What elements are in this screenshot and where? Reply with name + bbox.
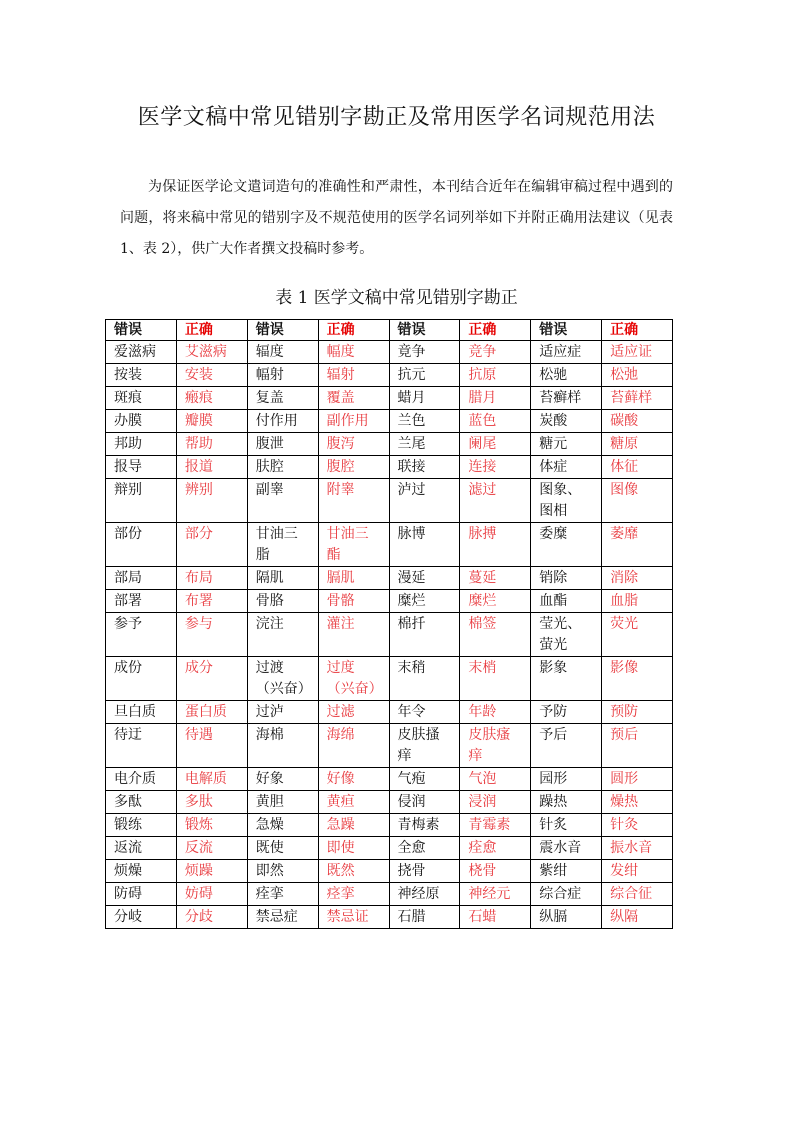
correct-term-cell: 针灸 — [602, 814, 673, 837]
wrong-term-cell: 泸过 — [389, 479, 460, 523]
table-row — [106, 590, 673, 613]
wrong-term-cell: 锻练 — [106, 814, 177, 837]
wrong-term-cell: 血酯 — [531, 590, 602, 613]
table-row — [106, 410, 673, 433]
wrong-term-cell: 竟争 — [389, 341, 460, 364]
wrong-term-cell: 斑痕 — [106, 387, 177, 410]
correct-term-cell: 预防 — [602, 701, 673, 724]
wrong-term-cell: 副睾 — [247, 479, 318, 523]
correct-term-cell: 碳酸 — [602, 410, 673, 433]
header-wrong: 错误 — [389, 320, 460, 341]
wrong-term-cell: 销除 — [531, 567, 602, 590]
correct-term-cell: 副作用 — [318, 410, 389, 433]
table-row — [106, 860, 673, 883]
wrong-term-cell: 旦白质 — [106, 701, 177, 724]
wrong-term-cell: 部局 — [106, 567, 177, 590]
wrong-term-cell: 按装 — [106, 364, 177, 387]
wrong-term-cell: 甘油三脂 — [247, 523, 318, 567]
wrong-term-cell: 糖元 — [531, 433, 602, 456]
correct-term-cell: 附睾 — [318, 479, 389, 523]
correct-term-cell: 禁忌证 — [318, 906, 389, 929]
wrong-term-cell: 石腊 — [389, 906, 460, 929]
table-row — [106, 433, 673, 456]
header-correct: 正确 — [176, 320, 247, 341]
correct-term-cell: 辐射 — [318, 364, 389, 387]
wrong-term-cell: 全愈 — [389, 837, 460, 860]
header-correct: 正确 — [602, 320, 673, 341]
correct-term-cell: 痉挛 — [318, 883, 389, 906]
correct-term-cell: 妨碍 — [176, 883, 247, 906]
correct-term-cell: 糜烂 — [460, 590, 531, 613]
wrong-term-cell: 既使 — [247, 837, 318, 860]
correct-term-cell: 腹泻 — [318, 433, 389, 456]
wrong-term-cell: 皮肤搔痒 — [389, 724, 460, 768]
table-row — [106, 791, 673, 814]
wrong-term-cell: 体症 — [531, 456, 602, 479]
wrong-term-cell: 成份 — [106, 657, 177, 701]
wrong-term-cell: 神经原 — [389, 883, 460, 906]
wrong-term-cell: 部份 — [106, 523, 177, 567]
correct-term-cell: 报道 — [176, 456, 247, 479]
table-row — [106, 456, 673, 479]
wrong-term-cell: 即然 — [247, 860, 318, 883]
wrong-term-cell: 园形 — [531, 768, 602, 791]
correct-term-cell: 阑尾 — [460, 433, 531, 456]
correct-term-cell: 血脂 — [602, 590, 673, 613]
correct-term-cell: 艾滋病 — [176, 341, 247, 364]
correct-term-cell: 萎靡 — [602, 523, 673, 567]
header-correct: 正确 — [460, 320, 531, 341]
correct-term-cell: 过度（兴奋） — [318, 657, 389, 701]
wrong-term-cell: 兰色 — [389, 410, 460, 433]
correct-term-cell: 浸润 — [460, 791, 531, 814]
wrong-term-cell: 予后 — [531, 724, 602, 768]
correct-term-cell: 影像 — [602, 657, 673, 701]
correct-term-cell: 即使 — [318, 837, 389, 860]
wrong-term-cell: 委糜 — [531, 523, 602, 567]
correct-term-cell: 预后 — [602, 724, 673, 768]
wrong-term-cell: 返流 — [106, 837, 177, 860]
table-row — [106, 387, 673, 410]
wrong-term-cell: 末稍 — [389, 657, 460, 701]
table-row — [106, 657, 673, 701]
wrong-term-cell: 年令 — [389, 701, 460, 724]
wrong-term-cell: 海棉 — [247, 724, 318, 768]
correct-term-cell: 烦躁 — [176, 860, 247, 883]
correct-term-cell: 棉签 — [460, 613, 531, 657]
correct-term-cell: 瓣膜 — [176, 410, 247, 433]
table-row — [106, 837, 673, 860]
table-header-row — [106, 320, 673, 341]
correct-term-cell: 抗原 — [460, 364, 531, 387]
correct-term-cell: 综合征 — [602, 883, 673, 906]
table-row — [106, 814, 673, 837]
correct-term-cell: 幅度 — [318, 341, 389, 364]
wrong-term-cell: 禁忌症 — [247, 906, 318, 929]
wrong-term-cell: 辩别 — [106, 479, 177, 523]
correct-term-cell: 燥热 — [602, 791, 673, 814]
correct-term-cell: 青霉素 — [460, 814, 531, 837]
wrong-term-cell: 震水音 — [531, 837, 602, 860]
wrong-term-cell: 邦助 — [106, 433, 177, 456]
wrong-term-cell: 肤腔 — [247, 456, 318, 479]
correct-term-cell: 辨别 — [176, 479, 247, 523]
wrong-term-cell: 黄胆 — [247, 791, 318, 814]
correct-term-cell: 急躁 — [318, 814, 389, 837]
table-row — [106, 567, 673, 590]
correct-term-cell: 灌注 — [318, 613, 389, 657]
table-row — [106, 883, 673, 906]
correct-term-cell: 滤过 — [460, 479, 531, 523]
table-row — [106, 479, 673, 523]
wrong-term-cell: 蜡月 — [389, 387, 460, 410]
correct-term-cell: 锻炼 — [176, 814, 247, 837]
correct-term-cell: 糖原 — [602, 433, 673, 456]
wrong-term-cell: 予防 — [531, 701, 602, 724]
correct-term-cell: 既然 — [318, 860, 389, 883]
header-correct: 正确 — [318, 320, 389, 341]
wrong-term-cell: 辐度 — [247, 341, 318, 364]
wrong-term-cell: 复盖 — [247, 387, 318, 410]
correct-term-cell: 皮肤瘙痒 — [460, 724, 531, 768]
wrong-term-cell: 脉博 — [389, 523, 460, 567]
correct-term-cell: 部分 — [176, 523, 247, 567]
correct-term-cell: 石蜡 — [460, 906, 531, 929]
correct-term-cell: 覆盖 — [318, 387, 389, 410]
correct-term-cell: 参与 — [176, 613, 247, 657]
wrong-term-cell: 青梅素 — [389, 814, 460, 837]
table-row — [106, 613, 673, 657]
correct-term-cell: 适应证 — [602, 341, 673, 364]
correct-term-cell: 图像 — [602, 479, 673, 523]
wrong-term-cell: 烦燥 — [106, 860, 177, 883]
wrong-term-cell: 影象 — [531, 657, 602, 701]
table-row — [106, 906, 673, 929]
header-wrong: 错误 — [106, 320, 177, 341]
wrong-term-cell: 爱滋病 — [106, 341, 177, 364]
header-wrong: 错误 — [531, 320, 602, 341]
correct-term-cell: 成分 — [176, 657, 247, 701]
correct-term-cell: 脉搏 — [460, 523, 531, 567]
wrong-term-cell: 紫绀 — [531, 860, 602, 883]
wrong-term-cell: 抗元 — [389, 364, 460, 387]
wrong-term-cell: 挠骨 — [389, 860, 460, 883]
correct-term-cell: 桡骨 — [460, 860, 531, 883]
header-wrong: 错误 — [247, 320, 318, 341]
wrong-term-cell: 浣注 — [247, 613, 318, 657]
correct-term-cell: 腊月 — [460, 387, 531, 410]
correct-term-cell: 神经元 — [460, 883, 531, 906]
document-title: 医学文稿中常见错别字勘正及常用医学名词规范用法 — [137, 105, 656, 130]
wrong-term-cell: 分岐 — [106, 906, 177, 929]
correct-term-cell: 好像 — [318, 768, 389, 791]
wrong-term-cell: 糜烂 — [389, 590, 460, 613]
table-row — [106, 523, 673, 567]
correct-term-cell: 振水音 — [602, 837, 673, 860]
wrong-term-cell: 炭酸 — [531, 410, 602, 433]
correct-term-cell: 分歧 — [176, 906, 247, 929]
correct-term-cell: 体征 — [602, 456, 673, 479]
wrong-term-cell: 联接 — [389, 456, 460, 479]
wrong-term-cell: 腹泄 — [247, 433, 318, 456]
correct-term-cell: 蓝色 — [460, 410, 531, 433]
wrong-term-cell: 付作用 — [247, 410, 318, 433]
correct-term-cell: 苔藓样 — [602, 387, 673, 410]
wrong-term-cell: 棉扦 — [389, 613, 460, 657]
wrong-term-cell: 适应症 — [531, 341, 602, 364]
correct-term-cell: 反流 — [176, 837, 247, 860]
table-row — [106, 341, 673, 364]
wrong-term-cell: 躁热 — [531, 791, 602, 814]
wrong-term-cell: 侵润 — [389, 791, 460, 814]
correct-term-cell: 帮助 — [176, 433, 247, 456]
correct-term-cell: 甘油三酯 — [318, 523, 389, 567]
correct-term-cell: 松弛 — [602, 364, 673, 387]
correct-term-cell: 气泡 — [460, 768, 531, 791]
correct-term-cell: 瘢痕 — [176, 387, 247, 410]
table-row — [106, 364, 673, 387]
correct-term-cell: 圆形 — [602, 768, 673, 791]
wrong-term-cell: 隔肌 — [247, 567, 318, 590]
wrong-term-cell: 兰尾 — [389, 433, 460, 456]
wrong-term-cell: 苔癣样 — [531, 387, 602, 410]
correct-term-cell: 海绵 — [318, 724, 389, 768]
wrong-term-cell: 漫延 — [389, 567, 460, 590]
wrong-term-cell: 多酞 — [106, 791, 177, 814]
correct-term-cell: 竞争 — [460, 341, 531, 364]
correct-term-cell: 痊愈 — [460, 837, 531, 860]
correct-term-cell: 黄疸 — [318, 791, 389, 814]
wrong-term-cell: 骨胳 — [247, 590, 318, 613]
correct-term-cell: 骨骼 — [318, 590, 389, 613]
wrong-term-cell: 图象、图相 — [531, 479, 602, 523]
correct-term-cell: 连接 — [460, 456, 531, 479]
correct-term-cell: 蛋白质 — [176, 701, 247, 724]
correct-term-cell: 膈肌 — [318, 567, 389, 590]
correct-term-cell: 纵隔 — [602, 906, 673, 929]
correct-term-cell: 年龄 — [460, 701, 531, 724]
correct-term-cell: 电解质 — [176, 768, 247, 791]
correct-term-cell: 布局 — [176, 567, 247, 590]
wrong-term-cell: 莹光、萤光 — [531, 613, 602, 657]
correct-term-cell: 发绀 — [602, 860, 673, 883]
wrong-term-cell: 综合症 — [531, 883, 602, 906]
correct-term-cell: 布署 — [176, 590, 247, 613]
correct-term-cell: 安装 — [176, 364, 247, 387]
table-row — [106, 724, 673, 768]
wrong-term-cell: 电介质 — [106, 768, 177, 791]
intro-paragraph: 为保证医学论文遣词造句的准确性和严肃性，本刊结合近年在编辑审稿过程中遇到的问题，将来稿中常见的错别字及不规范使用的医学名词列举如下并附正确用法建议（见表 1、表 2），供广大作者撰文投稿时参考。 — [120, 179, 673, 257]
wrong-term-cell: 好象 — [247, 768, 318, 791]
wrong-term-cell: 针炙 — [531, 814, 602, 837]
correct-term-cell: 荧光 — [602, 613, 673, 657]
wrong-term-cell: 痊挛 — [247, 883, 318, 906]
wrong-term-cell: 报导 — [106, 456, 177, 479]
wrong-term-cell: 过渡（兴奋） — [247, 657, 318, 701]
typo-correction-table — [105, 319, 673, 929]
wrong-term-cell: 急燥 — [247, 814, 318, 837]
wrong-term-cell: 幅射 — [247, 364, 318, 387]
wrong-term-cell: 纵膈 — [531, 906, 602, 929]
wrong-term-cell: 防碍 — [106, 883, 177, 906]
wrong-term-cell: 待迂 — [106, 724, 177, 768]
correct-term-cell: 末梢 — [460, 657, 531, 701]
wrong-term-cell: 办膜 — [106, 410, 177, 433]
wrong-term-cell: 参予 — [106, 613, 177, 657]
table-title: 表 1 医学文稿中常见错别字勘正 — [275, 288, 518, 308]
wrong-term-cell: 部署 — [106, 590, 177, 613]
correct-term-cell: 腹腔 — [318, 456, 389, 479]
wrong-term-cell: 过泸 — [247, 701, 318, 724]
table-row — [106, 768, 673, 791]
correct-term-cell: 蔓延 — [460, 567, 531, 590]
correct-term-cell: 消除 — [602, 567, 673, 590]
correct-term-cell: 多肽 — [176, 791, 247, 814]
wrong-term-cell: 松驰 — [531, 364, 602, 387]
wrong-term-cell: 气疱 — [389, 768, 460, 791]
correct-term-cell: 过滤 — [318, 701, 389, 724]
table-row — [106, 701, 673, 724]
correct-term-cell: 待遇 — [176, 724, 247, 768]
